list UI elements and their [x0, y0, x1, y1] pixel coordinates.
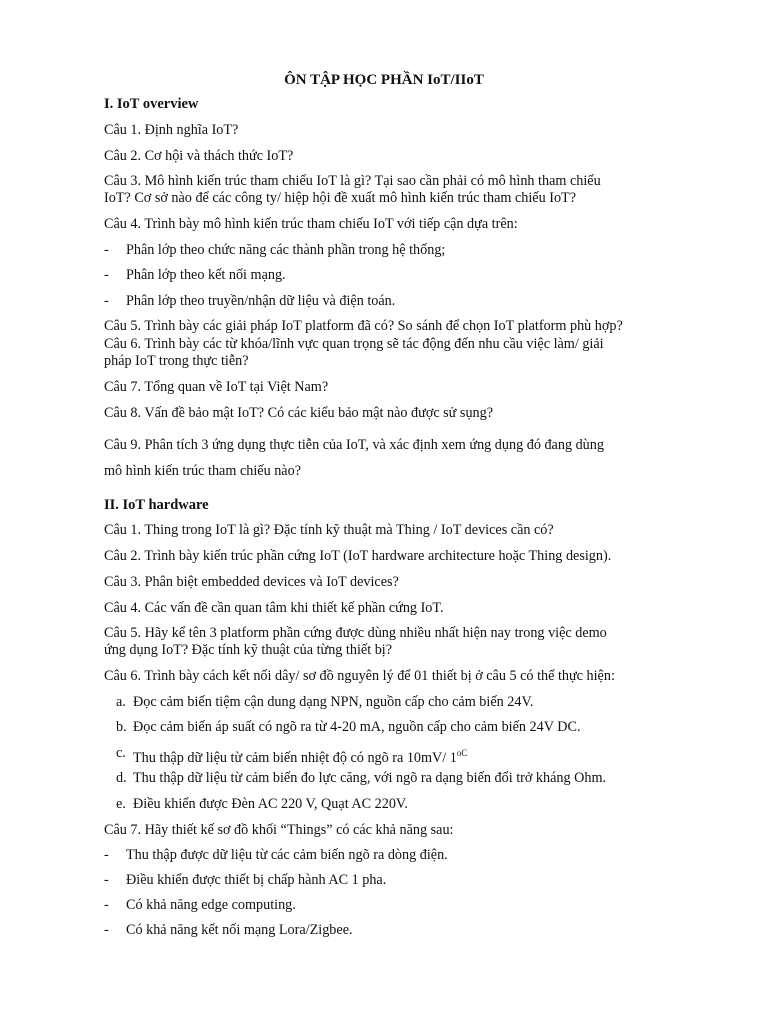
s2-question-7: Câu 7. Hãy thiết kế sơ đồ khối “Things” có các khả năng sau: [104, 822, 454, 838]
list-marker: d. [116, 770, 127, 786]
bullet-dash: - [104, 847, 109, 863]
s2-q6-item-c [133, 745, 467, 767]
s2-q6-item-b: Đọc cảm biến áp suất có ngõ ra từ 4-20 mA, nguồn cấp cho cảm biến 24V DC. [133, 719, 581, 735]
s1-question-3-line-1: Câu 3. Mô hình kiến trúc tham chiếu IoT là gì? Tại sao cần phải có mô hình tham chiếu [104, 173, 601, 189]
section-1-heading: I. IoT overview [104, 96, 199, 112]
bullet-dash: - [104, 872, 109, 888]
s2-q6-item-e: Điều khiển được Đèn AC 220 V, Quạt AC 220V. [133, 796, 408, 812]
s2-question-2: Câu 2. Trình bày kiến trúc phần cứng IoT (IoT hardware architecture hoặc Thing design). [104, 548, 612, 564]
document-title: ÔN TẬP HỌC PHẦN IoT/IIoT [284, 72, 484, 88]
bullet-dash: - [104, 293, 109, 309]
s2-question-3: Câu 3. Phân biệt embedded devices và IoT devices? [104, 574, 399, 590]
section-2-heading: II. IoT hardware [104, 497, 209, 513]
s1-q4-item-1: Phân lớp theo chức năng các thành phần trong hệ thống; [126, 242, 446, 258]
s2-q7-item-1: Thu thập được dữ liệu từ các cảm biến ngõ ra dòng điện. [126, 847, 448, 863]
s2-q7-item-2: Điều khiển được thiết bị chấp hành AC 1 pha. [126, 872, 387, 888]
bullet-dash: - [104, 922, 109, 938]
s1-question-3-line-2: IoT? Cơ sở nào để các công ty/ hiệp hội đề xuất mô hình kiến trúc tham chiếu IoT? [104, 190, 577, 206]
s1-question-6-line-2: pháp IoT trong thực tiễn? [104, 353, 249, 369]
s2-q7-item-3: Có khả năng edge computing. [126, 897, 296, 913]
s1-question-6-line-1: Câu 6. Trình bày các từ khóa/lĩnh vực quan trọng sẽ tác động đến nhu cầu việc làm/ giải [104, 336, 604, 352]
s2-question-4: Câu 4. Các vấn đề cần quan tâm khi thiết kế phần cứng IoT. [104, 600, 444, 616]
s2-question-5-line-2: ứng dụng IoT? Đặc tính kỹ thuật của từng thiết bị? [104, 642, 393, 658]
s2-q6-item-d: Thu thập dữ liệu từ cảm biến đo lực căng, với ngõ ra dạng biến đổi trở kháng Ohm. [133, 770, 607, 786]
list-marker: b. [116, 719, 127, 735]
degree-unit: oC [456, 748, 468, 758]
s2-q6-item-c-text: Thu thập dữ liệu từ cảm biến nhiệt độ có ngõ ra 10mV/ 1 [133, 750, 457, 766]
bullet-dash: - [104, 242, 109, 258]
s1-q4-item-2: Phân lớp theo kết nối mạng. [126, 267, 286, 283]
bullet-dash: - [104, 267, 109, 283]
s2-q6-item-a: Đọc cảm biến tiệm cận dung dạng NPN, nguồn cấp cho cảm biến 24V. [133, 694, 534, 710]
s1-question-8: Câu 8. Vấn đề bảo mật IoT? Có các kiểu bảo mật nào được sử sụng? [104, 405, 494, 421]
list-marker: e. [116, 796, 126, 812]
s1-question-2: Câu 2. Cơ hội và thách thức IoT? [104, 148, 294, 164]
s1-question-5: Câu 5. Trình bày các giải pháp IoT platform đã có? So sánh để chọn IoT platform phù hợp? [104, 318, 623, 334]
bullet-dash: - [104, 897, 109, 913]
s2-question-1: Câu 1. Thing trong IoT là gì? Đặc tính kỹ thuật mà Thing / IoT devices cần có? [104, 522, 554, 538]
s1-q4-item-3: Phân lớp theo truyền/nhận dữ liệu và điện toán. [126, 293, 396, 309]
list-marker: c. [116, 745, 126, 761]
s2-question-6: Câu 6. Trình bày cách kết nối dây/ sơ đồ nguyên lý để 01 thiết bị ở câu 5 có thể thực hiện: [104, 668, 615, 684]
list-marker: a. [116, 694, 126, 710]
s2-q7-item-4: Có khả năng kết nối mạng Lora/Zigbee. [126, 922, 353, 938]
s2-question-5-line-1: Câu 5. Hãy kể tên 3 platform phần cứng được dùng nhiều nhất hiện nay trong việc demo [104, 625, 607, 641]
s1-question-9-line-2: mô hình kiến trúc tham chiếu nào? [104, 463, 301, 479]
s1-question-9-line-1: Câu 9. Phân tích 3 ứng dụng thực tiễn của IoT, và xác định xem ứng dụng đó đang dùng [104, 437, 604, 453]
s1-question-7: Câu 7. Tổng quan về IoT tại Việt Nam? [104, 379, 329, 395]
s1-question-1: Câu 1. Định nghĩa IoT? [104, 122, 239, 138]
s1-question-4: Câu 4. Trình bày mô hình kiến trúc tham chiếu IoT với tiếp cận dựa trên: [104, 216, 518, 232]
